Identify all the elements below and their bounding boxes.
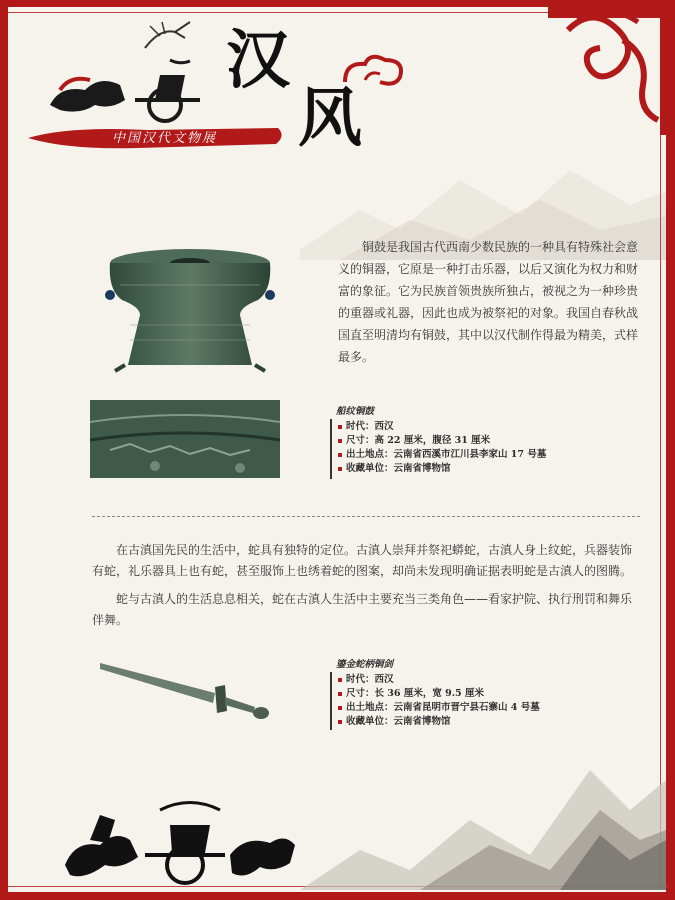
info-bracket — [330, 672, 332, 730]
bullet-icon — [338, 692, 342, 696]
page-subtitle: 中国汉代文物展 — [112, 131, 218, 146]
bullet-icon — [338, 439, 342, 443]
bronze-sword-image — [95, 655, 275, 725]
snake-paragraph-2: 蛇与古滇人的生活息息相关，蛇在古滇人生活中主要充当三类角色——看家护院、执行刑罚和舞乐伴舞。 — [92, 592, 633, 627]
bullet-icon — [338, 706, 342, 710]
section-divider — [92, 516, 640, 517]
info-row: 收藏单位：云南省博物馆 — [330, 462, 546, 476]
crane-icon — [140, 18, 200, 53]
snake-paragraph-1: 在古滇国先民的生活中，蛇具有独特的定位。古滇人崇拜并祭祀蟒蛇，古滇人身上纹蛇，兵器装饰有蛇，礼乐器具上也有蛇，甚至服饰上也绣着蛇的图案，却尚未发现明确证据表明蛇是古滇人的图腾。 — [92, 543, 633, 578]
bullet-icon — [338, 720, 342, 724]
mountain-ink-icon — [300, 740, 666, 890]
info-bracket — [330, 419, 332, 479]
bronze-drum-image — [100, 245, 280, 375]
frame-bottom — [0, 892, 675, 900]
info-row: 尺寸：高 22 厘米，腹径 31 厘米 — [330, 434, 546, 448]
frame-right — [666, 0, 675, 900]
frame-left — [0, 0, 8, 900]
title-char-feng: 风 — [298, 81, 366, 156]
snake-description — [92, 540, 640, 638]
sword-info-title: 鎏金蛇柄铜剑 — [336, 659, 394, 670]
frame-inner-top — [8, 12, 568, 13]
bullet-icon — [338, 678, 342, 682]
corner-ornament-icon — [548, 0, 675, 135]
drum-detail-image — [90, 400, 280, 478]
bullet-icon — [338, 425, 342, 429]
info-row: 时代：西汉 — [330, 420, 546, 434]
info-row: 尺寸：长 36 厘米，宽 9.5 厘米 — [330, 687, 540, 701]
sword-info-card — [330, 656, 540, 729]
info-row: 出土地点：云南省西溪市江川县李家山 17 号墓 — [330, 448, 546, 462]
title-char-han: 汉 — [226, 23, 294, 98]
chariot-header-illustration — [40, 55, 220, 125]
info-row: 出土地点：云南省昆明市晋宁县石寨山 4 号墓 — [330, 701, 540, 715]
drum-description: 铜鼓是我国古代西南少数民族的一种具有特殊社会意义的铜器，它原是一种打击乐器，以后又演化为权力和财富的象征。它为民族首领贵族所独占，被视之为一种珍贵的重器或礼器，因此也成为被祭祀的对象。我国自春秋战国直至明清均有铜鼓，其中以汉代制作得最为精美，式样最多。 — [338, 240, 639, 364]
bullet-icon — [338, 467, 342, 471]
drum-info-title: 船纹铜鼓 — [336, 406, 375, 417]
info-row: 收藏单位：云南省博物馆 — [330, 715, 540, 729]
chariot-silhouette — [60, 795, 300, 890]
info-row: 时代：西汉 — [330, 673, 540, 687]
drum-info-card — [330, 403, 546, 476]
bullet-icon — [338, 453, 342, 457]
